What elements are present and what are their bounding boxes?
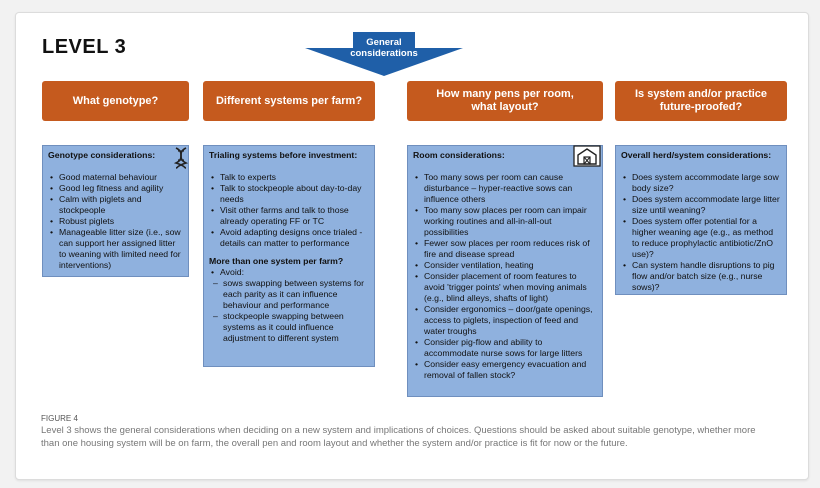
list-item: • Consider placement of room features to avoid 'trigger points' when moving animals (e.g., blind alleys, shafts of light) — [424, 271, 597, 304]
level-title: LEVEL 3 — [42, 36, 127, 58]
list-item: • Talk to stockpeople about day-to-day needs — [220, 183, 369, 205]
list-item: • Does system offer potential for a higher weaning age (e.g., as method to reduce prophylactic antibiotic/ZnO use)? — [632, 216, 781, 260]
list-item: • Robust piglets — [59, 216, 183, 227]
list-item: • Consider ventilation, heating — [424, 260, 597, 271]
list-item: • Avoid adapting designs once trialed - details can matter to performance — [220, 227, 369, 249]
list-item: • Talk to experts — [220, 172, 369, 183]
systems-list — [209, 172, 369, 249]
genotype-list — [48, 172, 183, 271]
list-item: • Too many sows per room can cause disturbance – hyper-reactive sows can influence others — [424, 172, 597, 205]
systems-box: Trialing systems before investment: • Talk to experts • Talk to stockpeople about day-to-day needs • Visit other farms and talk to those already operating FF or TC • Avoid adapting designs once trialed - details can matter to performance More than one system per farm? • Avoid: – sows swapping between systems for each parity as it can influence behaviour and performance – stockpeople swapping between systems as it could influence adjustment to different system — [203, 145, 375, 367]
list-item: – stockpeople swapping between systems as it could influence adjustment to different system — [223, 311, 369, 344]
list-item: • Good maternal behaviour — [59, 172, 183, 183]
header-systems: Different systems per farm? — [203, 81, 375, 121]
list-item: • Consider ergonomics – door/gate openings, access to piglets, inspection of feed and water troughs — [424, 304, 597, 337]
arrow-label: General considerations — [350, 37, 418, 59]
avoid-list — [209, 267, 369, 278]
list-item: • Calm with piglets and stockpeople — [59, 194, 183, 216]
list-item: • Avoid: — [220, 267, 369, 278]
list-item: • Does system accommodate large sow body size? — [632, 172, 781, 194]
list-item: • Fewer sow places per room reduces risk of fire and disease spread — [424, 238, 597, 260]
header-pens: How many pens per room, what layout? — [407, 81, 603, 121]
list-item: • Can system handle disruptions to pig flow and/or batch size (e.g., nurse sows)? — [632, 260, 781, 293]
list-item: • Visit other farms and talk to those already operating FF or TC — [220, 205, 369, 227]
list-item: • Does system accommodate large litter size until weaning? — [632, 194, 781, 216]
figure-label: FIGURE 4 — [41, 414, 78, 423]
herd-list — [621, 172, 781, 293]
list-item: – sows swapping between systems for each parity as it can influence behaviour and performance — [223, 278, 369, 311]
avoid-sublist — [209, 278, 369, 344]
room-box: Room considerations: • Too many sows per room can cause disturbance – hyper-reactive sows can influence others • Too many sow places per room can impair working routines and all-in-all-out possibilities • Fewer sow places per room reduces risk of fire and disease spread • Consider ventilation, heating • Consider placement of room features to avoid 'trigger points' when moving animals (e.g., blind alleys, shafts of light) • Consider ergonomics – door/gate openings, access to piglets, inspection of feed and water troughs • Consider pig-flow and ability to accommodate nurse sows for large litters • Consider easy emergency evacuation and removal of fallen stock? — [407, 145, 603, 397]
list-item: • Consider pig-flow and ability to accommodate nurse sows for large litters — [424, 337, 597, 359]
list-item: • Manageable litter size (i.e., sow can support her assigned litter to weaning with limited need for interventions) — [59, 227, 183, 271]
dna-icon — [174, 147, 188, 169]
list-item: • Consider easy emergency evacuation and removal of fallen stock? — [424, 359, 597, 381]
genotype-box: Genotype considerations: • Good maternal behaviour • Good leg fitness and agility • Calm with piglets and stockpeople • Robust piglets • Manageable litter size (i.e., sow can support her assigned litter to weaning with limited need for interventions) — [42, 145, 189, 277]
figure-caption: Level 3 shows the general considerations when deciding on a new system and implications of choices. Questions should be asked about suitable genotype, whether more than one housing system will be on farm, the overall pen and room layout and whether the system and/or practice is fit for now or the future. — [41, 425, 756, 449]
room-list — [413, 172, 597, 381]
barn-icon — [573, 145, 601, 167]
herd-box: Overall herd/system considerations: • Does system accommodate large sow body size? • Does system accommodate large litter size until weaning? • Does system offer potential for a higher weaning age (e.g., as method to reduce prophylactic antibiotic/ZnO use)? • Can system handle disruptions to pig flow and/or batch size (e.g., nurse sows)? — [615, 145, 787, 295]
list-item: • Good leg fitness and agility — [59, 183, 183, 194]
list-item: • Too many sow places per room can impair working routines and all-in-all-out possibilities — [424, 205, 597, 238]
header-genotype: What genotype? — [42, 81, 189, 121]
header-future: Is system and/or practice future-proofed? — [615, 81, 787, 121]
